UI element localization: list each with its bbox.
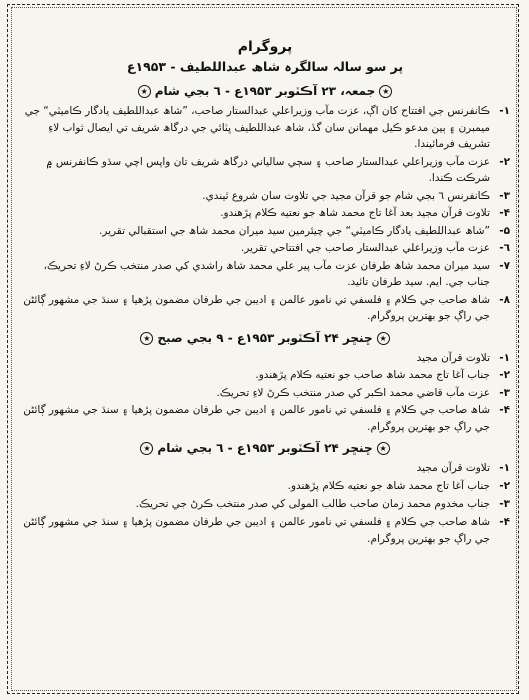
list-item (20, 478, 510, 495)
item-text: ”شاھ عبداللطيف يادگار ڪاميٽي“ جي چيئرمين سيد ميران محمد شاھ جي استقبالي تقرير. (98, 224, 490, 237)
list-item (20, 205, 510, 222)
list-item (20, 350, 510, 367)
program-list (20, 350, 510, 436)
section-saturday-evening (20, 440, 510, 548)
item-text: ڪانفرنس ٦ بجي شام جو قرآن مجيد جي تلاوت سان شروع ٿيندي. (202, 189, 490, 202)
list-item (20, 240, 510, 257)
item-number: ۲- (499, 155, 510, 168)
item-text: جناب آغا تاج محمد شاھ صاحب جو نعتيه ڪلام پڙھندو. (255, 369, 490, 381)
item-text: عزت مآب وزيراعلي عبدالستار صاحب ۽ سڄي سالياني درگاھ شريف تان واپس اچي سڌو ڪانفرنس ۾ شرڪت ڪندا. (46, 155, 490, 184)
item-text: جناب آغا تاج محمد شاھ جو نعتيه ڪلام پڙھندو. (287, 480, 490, 492)
page-subtitle: پر سو سالہ سالگرہ شاھ عبداللطیف - ۱۹۵۳ع (126, 59, 404, 74)
section-saturday-morning (20, 330, 510, 436)
program-list (20, 460, 510, 548)
star-in-circle-icon: ★ (138, 85, 151, 98)
item-number: ۱- (499, 105, 510, 117)
list-item (20, 188, 510, 205)
item-number: ۳- (499, 189, 510, 202)
list-item (20, 402, 510, 435)
item-text: شاھ صاحب جي ڪلام ۽ فلسفي تي نامور عالمن ۽ اديبن جي طرفان مضمون پڙھيا ۽ سنڌ جي مشھور ڳائڻن جي راڳ جو بھترين پروگرام. (23, 293, 490, 322)
program-list (20, 103, 510, 325)
item-number: ۸- (499, 293, 510, 306)
list-item (20, 223, 510, 240)
item-text: تلاوت قرآن مجيد (416, 351, 490, 364)
item-text: ڪانفرنس جي افتتاح کان اڳ، عزت مآب وزيراعلي عبدالستار صاحب، ”شاھ عبداللطيف يادگار ڪاميٽي“ جي ميمبرن ۽ ٻين مدعو ڪيل مھمانن سان گڏ، شاھ عبداللطيف ڀٽائي جي درگاھ شريف تي ايصال ثواب لاءِ تشريف فرمائيندا. (24, 105, 490, 150)
item-number: ۷- (499, 259, 510, 272)
section-heading (20, 440, 510, 456)
section-heading (20, 83, 510, 99)
item-number: ۳- (499, 498, 510, 510)
list-item (20, 292, 510, 325)
item-text: تلاوت قرآن مجيد (416, 462, 490, 474)
item-number: ۲- (499, 369, 510, 381)
item-text: تلاوت قرآن مجيد بعد آغا تاج محمد شاھ جو نعتيه ڪلام پڙھندو. (220, 207, 490, 219)
item-number: ۴- (499, 207, 510, 219)
item-text: جناب مخدوم محمد زمان صاحب طالب المولى کي صدر منتخب ڪرڻ جي تحريڪ. (135, 498, 490, 510)
list-item (20, 258, 510, 291)
item-number: ۵- (499, 224, 510, 237)
list-item (20, 514, 510, 548)
star-in-circle-icon: ★ (379, 85, 392, 98)
list-item (20, 496, 510, 513)
section-heading-text: ڇنڇر ۲۴ آڪٽوبر ۱۹۵۳ع - ٦ بجي شام (157, 441, 373, 455)
item-number: ۱- (499, 462, 510, 474)
list-item (20, 103, 510, 153)
list-item (20, 367, 510, 384)
star-in-circle-icon: ★ (140, 332, 153, 345)
item-number: ٦- (499, 242, 510, 254)
item-number: ۲- (499, 480, 510, 492)
star-in-circle-icon: ★ (377, 332, 390, 345)
item-text: شاھ صاحب جي ڪلام ۽ فلسفي تي نامور عالمن ۽ اديبن جي طرفان مضمون پڙھيا ۽ سنڌ جي مشھور ڳائڻن جي راڳ جو بھترين پروگرام. (23, 404, 490, 433)
item-number: ۴- (499, 516, 510, 528)
star-in-circle-icon: ★ (377, 442, 390, 455)
item-text: عزت مآب قاضي محمد اڪبر کي صدر منتخب ڪرڻ لاءِ تحريڪ. (216, 386, 490, 399)
section-heading-text: ڇنڇر ۲۴ آڪٽوبر ۱۹۵۳ع - ۹ بجي صبح (157, 330, 373, 345)
item-text: شاھ صاحب جي ڪلام ۽ فلسفي تي نامور عالمن ۽ اديبن جي طرفان مضمون پڙھيا ۽ سنڌ جي مشھور ڳائڻن جي راڳ جو بھترين پروگرام. (23, 516, 490, 545)
star-in-circle-icon: ★ (140, 442, 153, 455)
section-friday-evening (20, 83, 510, 325)
item-number: ۳- (499, 386, 510, 399)
list-item (20, 460, 510, 477)
item-number: ۴- (499, 404, 510, 416)
item-text: سيد ميران محمد شاھ طرفان عزت مآب پير علي محمد شاھ راشدي کي صدر منتخب ڪرڻ لاءِ تحريڪ، جناب جي. ايم. سيد طرفان تائيد. (43, 259, 490, 288)
item-text: عزت مآب وزيراعلي عبدالستار صاحب جي افتتاحي تقرير. (240, 242, 490, 254)
section-heading (20, 330, 510, 346)
page-title: پروگرام (237, 39, 293, 55)
section-heading-text: جمعہ، ۲۳ آڪٽوبر ۱۹۵۳ع - ٦ بجي شام (154, 84, 376, 98)
item-number: ۱- (499, 351, 510, 364)
list-item (20, 385, 510, 402)
program-content (20, 14, 510, 690)
list-item (20, 154, 510, 187)
